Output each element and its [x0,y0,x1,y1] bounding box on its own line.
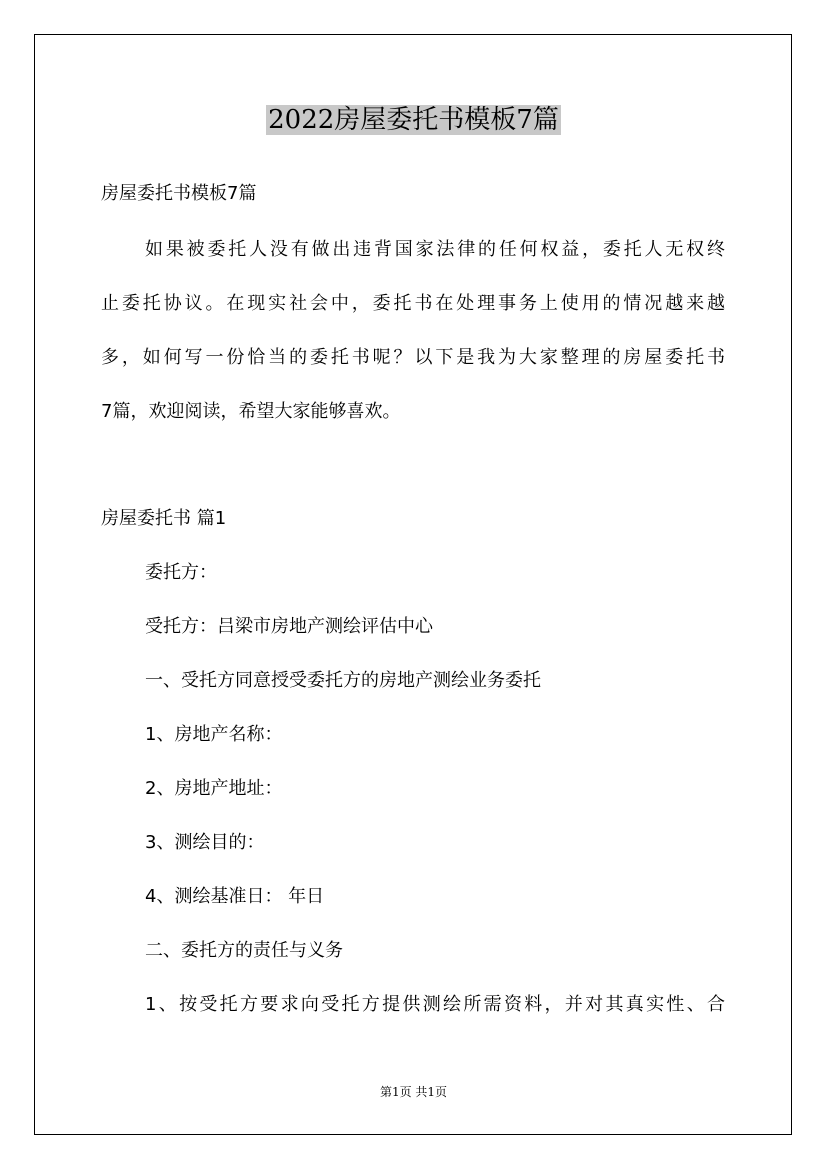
document-title: 2022房屋委托书模板7篇 [268,105,559,135]
client-line: 委托方： [145,562,217,583]
clause-two-heading: 二、委托方的责任与义务 [145,940,343,961]
intro-line-3: 多，如何写一份恰当的委托书呢？以下是我为大家整理的房屋委托书 [101,347,725,368]
survey-purpose-line: 3、测绘目的： [145,832,265,853]
survey-date-line: 4、测绘基准日： 年日 [145,886,325,907]
property-address-line: 2、房地产地址： [145,778,283,799]
clause-one-heading: 一、受托方同意授受委托方的房地产测绘业务委托 [145,670,541,691]
intro-line-1: 如果被委托人没有做出违背国家法律的任何权益，委托人无权终 [145,239,725,260]
section-heading: 房屋委托书 篇1 [101,508,227,529]
page-footer: 第1页 共1页 [379,1085,448,1099]
intro-line-4: 7篇，欢迎阅读，希望大家能够喜欢。 [101,401,401,422]
document-subtitle: 房屋委托书模板7篇 [101,183,257,204]
property-name-line: 1、房地产名称： [145,724,283,745]
intro-line-2: 止委托协议。在现实社会中，委托书在处理事务上使用的情况越来越 [101,293,725,314]
clause-two-item-1: 1、按受托方要求向受托方提供测绘所需资料，并对其真实性、合 [145,994,725,1015]
trustee-line: 受托方：吕梁市房地产测绘评估中心 [145,616,433,637]
